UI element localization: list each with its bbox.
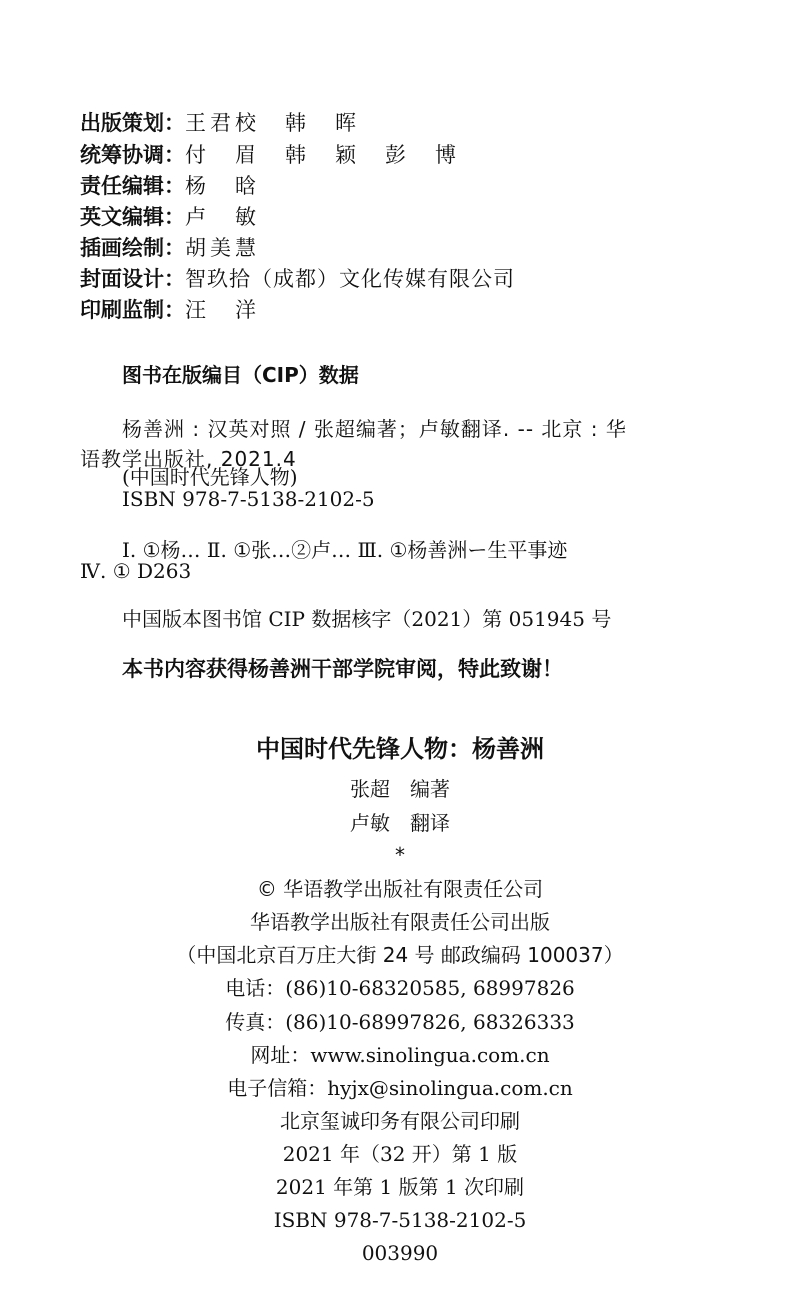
book-title: 中国时代先锋人物：杨善洲 [256,735,544,763]
staff-row-planning [80,108,360,138]
cip-classification-line1: Ⅰ. ①杨… Ⅱ. ①张…②卢… Ⅲ. ①杨善洲ー生平事迹 [122,538,568,562]
colophon-isbn: ISBN 978-7-5138-2102-5 [273,1208,527,1232]
staff-row-editor [80,171,260,201]
staff-row-english-editor [80,202,260,232]
staff-label: 插画绘制： [80,236,185,260]
staff-value: 杨 晗 [185,174,260,198]
address-line: （中国北京百万庄大街 24 号 邮政编码 100037） [176,943,624,967]
cip-core-number: 中国版本图书馆 CIP 数据核字（2021）第 051945 号 [122,607,612,631]
acknowledgement: 本书内容获得杨善洲干部学院审阅，特此致谢！ [122,657,563,681]
staff-row-print-supervision [80,295,260,325]
publisher-line: 华语教学出版社有限责任公司出版 [250,910,550,934]
fax-line: 传真：(86)10-68997826, 68326333 [225,1010,575,1034]
staff-row-illustration [80,233,260,263]
author-line: 张超 编著 [350,777,450,801]
staff-label: 统筹协调： [80,143,185,167]
staff-label: 英文编辑： [80,205,185,229]
printer-line: 北京玺诚印务有限公司印刷 [280,1109,520,1133]
staff-label: 责任编辑： [80,174,185,198]
cip-classification-line2: Ⅳ. ① D263 [80,559,192,583]
staff-value: 付 眉 韩 颖 彭 博 [185,143,460,167]
staff-row-cover-design [80,264,515,294]
staff-label: 封面设计： [80,267,185,291]
cip-entry-line2: 语教学出版社, 2021.4 [80,447,297,471]
price-code: 003990 [361,1241,439,1265]
translator-line: 卢敏 翻译 [350,811,450,835]
staff-value: 智玖拾（成都）文化传媒有限公司 [185,267,515,291]
staff-label: 印刷监制： [80,298,185,322]
separator-asterisk: * [395,843,405,867]
staff-value: 王君校 韩 晖 [185,111,360,135]
email-line: 电子信箱：hyjx@sinolingua.com.cn [227,1076,573,1100]
phone-line: 电话：(86)10-68320585, 68997826 [225,976,575,1000]
staff-value: 卢 敏 [185,205,260,229]
staff-row-coordination [80,140,460,170]
copyright-line: © 华语教学出版社有限责任公司 [256,877,544,901]
staff-value: 汪 洋 [185,298,260,322]
cip-series: (中国时代先锋人物) [122,465,298,489]
printing-line: 2021 年第 1 版第 1 次印刷 [275,1175,525,1199]
edition-line: 2021 年（32 开）第 1 版 [282,1142,518,1166]
website-line: 网址：www.sinolingua.com.cn [250,1043,550,1067]
staff-label: 出版策划： [80,111,185,135]
staff-value: 胡美慧 [185,236,260,260]
cip-title: 图书在版编目（CIP）数据 [122,363,359,387]
cip-entry-line1: 杨善洲 : 汉英对照 / 张超编著；卢敏翻译. -- 北京 : 华 [122,417,627,441]
cip-isbn: ISBN 978-7-5138-2102-5 [122,487,375,511]
